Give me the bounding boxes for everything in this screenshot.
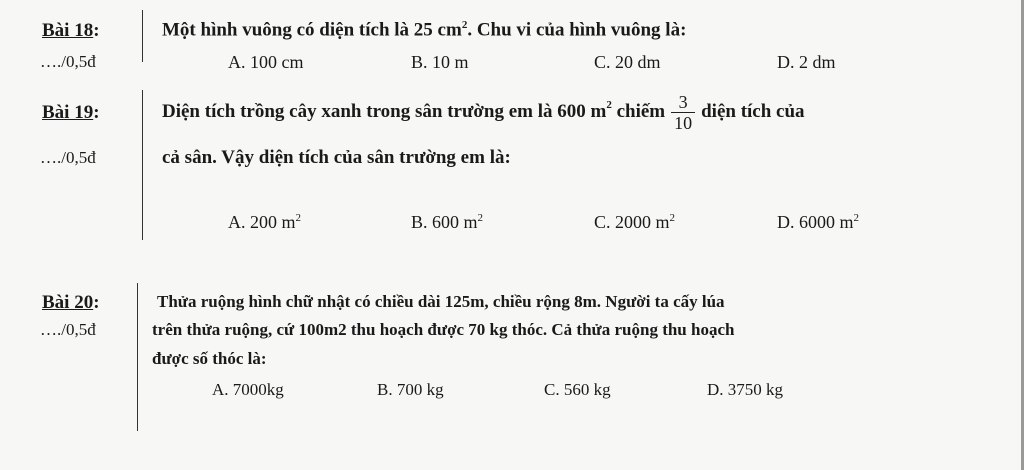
bai20-score: …./0,5đ xyxy=(40,320,96,339)
bai18-colon: : xyxy=(93,20,100,41)
bai19-option-b-sup: 2 xyxy=(477,212,484,224)
bai20-option-b: B. 700 kg xyxy=(377,380,444,399)
bai18-question-post: . Chu vi của hình vuông là: xyxy=(467,19,687,41)
bai19-question-mid: chiếm xyxy=(611,101,666,122)
bai18-question-pre: Một hình vuông có diện tích là 25 cm xyxy=(162,19,462,41)
bai20-question-line3: được số thóc là: xyxy=(152,349,267,368)
bai19-label-text: Bài 19 xyxy=(42,102,94,123)
bai19-option-d xyxy=(777,212,859,233)
bai18-label xyxy=(42,20,100,42)
bai20-option-c: C. 560 kg xyxy=(544,380,611,399)
bai19-fraction-numerator: 3 xyxy=(671,92,695,113)
bai18-label-text: Bài 18 xyxy=(42,20,94,41)
bai18-question-sup: 2 xyxy=(461,19,468,31)
bai20-option-a: A. 7000kg xyxy=(212,380,284,399)
bai19-option-d-sup: 2 xyxy=(853,212,859,224)
bai20-option-d: D. 3750 kg xyxy=(707,380,784,399)
bai19-question-sup: 2 xyxy=(606,99,612,111)
bai19-option-c-sup: 2 xyxy=(669,212,676,224)
bai20-label-text: Bài 20 xyxy=(42,292,94,313)
bai18-divider xyxy=(142,10,143,62)
bai20-question-line1: Thửa ruộng hình chữ nhật có chiều dài 125m, chiều rộng 8m. Người ta cấy lúa xyxy=(157,292,725,311)
bai18-question xyxy=(162,19,686,41)
bai19-option-b-text: B. 600 m xyxy=(411,212,478,232)
bai20-divider xyxy=(137,283,138,431)
bai20-question-line2: trên thửa ruộng, cứ 100m2 thu hoạch được 70 kg thóc. Cả thửa ruộng thu hoạch xyxy=(152,320,735,339)
bai19-option-d-text: D. 6000 m xyxy=(777,212,854,232)
bai19-question-post: diện tích của xyxy=(701,101,805,122)
bai19-score: …./0,5đ xyxy=(40,148,96,167)
bai19-colon: : xyxy=(93,102,100,123)
bai18-score: …./0,5đ xyxy=(40,52,96,71)
bai19-question-line2: cả sân. Vậy diện tích của sân trường em là: xyxy=(162,147,511,168)
bai20-colon: : xyxy=(93,292,100,313)
bai19-option-c-text: C. 2000 m xyxy=(594,212,670,232)
bai19-label xyxy=(42,102,100,124)
bai19-option-a-text: A. 200 m xyxy=(228,212,296,232)
bai20-label xyxy=(42,292,100,314)
bai19-question-pre: Diện tích trồng cây xanh trong sân trường em là 600 m xyxy=(162,101,607,122)
bai19-option-a-sup: 2 xyxy=(295,212,301,224)
bai19-fraction xyxy=(671,92,695,133)
bai19-question-line1 xyxy=(162,90,805,134)
bai19-divider xyxy=(142,90,143,240)
bai18-option-a: A. 100 cm xyxy=(228,52,304,72)
bai18-option-b: B. 10 m xyxy=(411,52,469,72)
bai18-option-c: C. 20 dm xyxy=(594,52,661,72)
bai19-option-a xyxy=(228,212,301,233)
bai19-option-c xyxy=(594,212,675,233)
bai19-fraction-denominator: 10 xyxy=(674,112,693,133)
bai19-option-b xyxy=(411,212,483,233)
bai18-option-d: D. 2 dm xyxy=(777,52,836,72)
